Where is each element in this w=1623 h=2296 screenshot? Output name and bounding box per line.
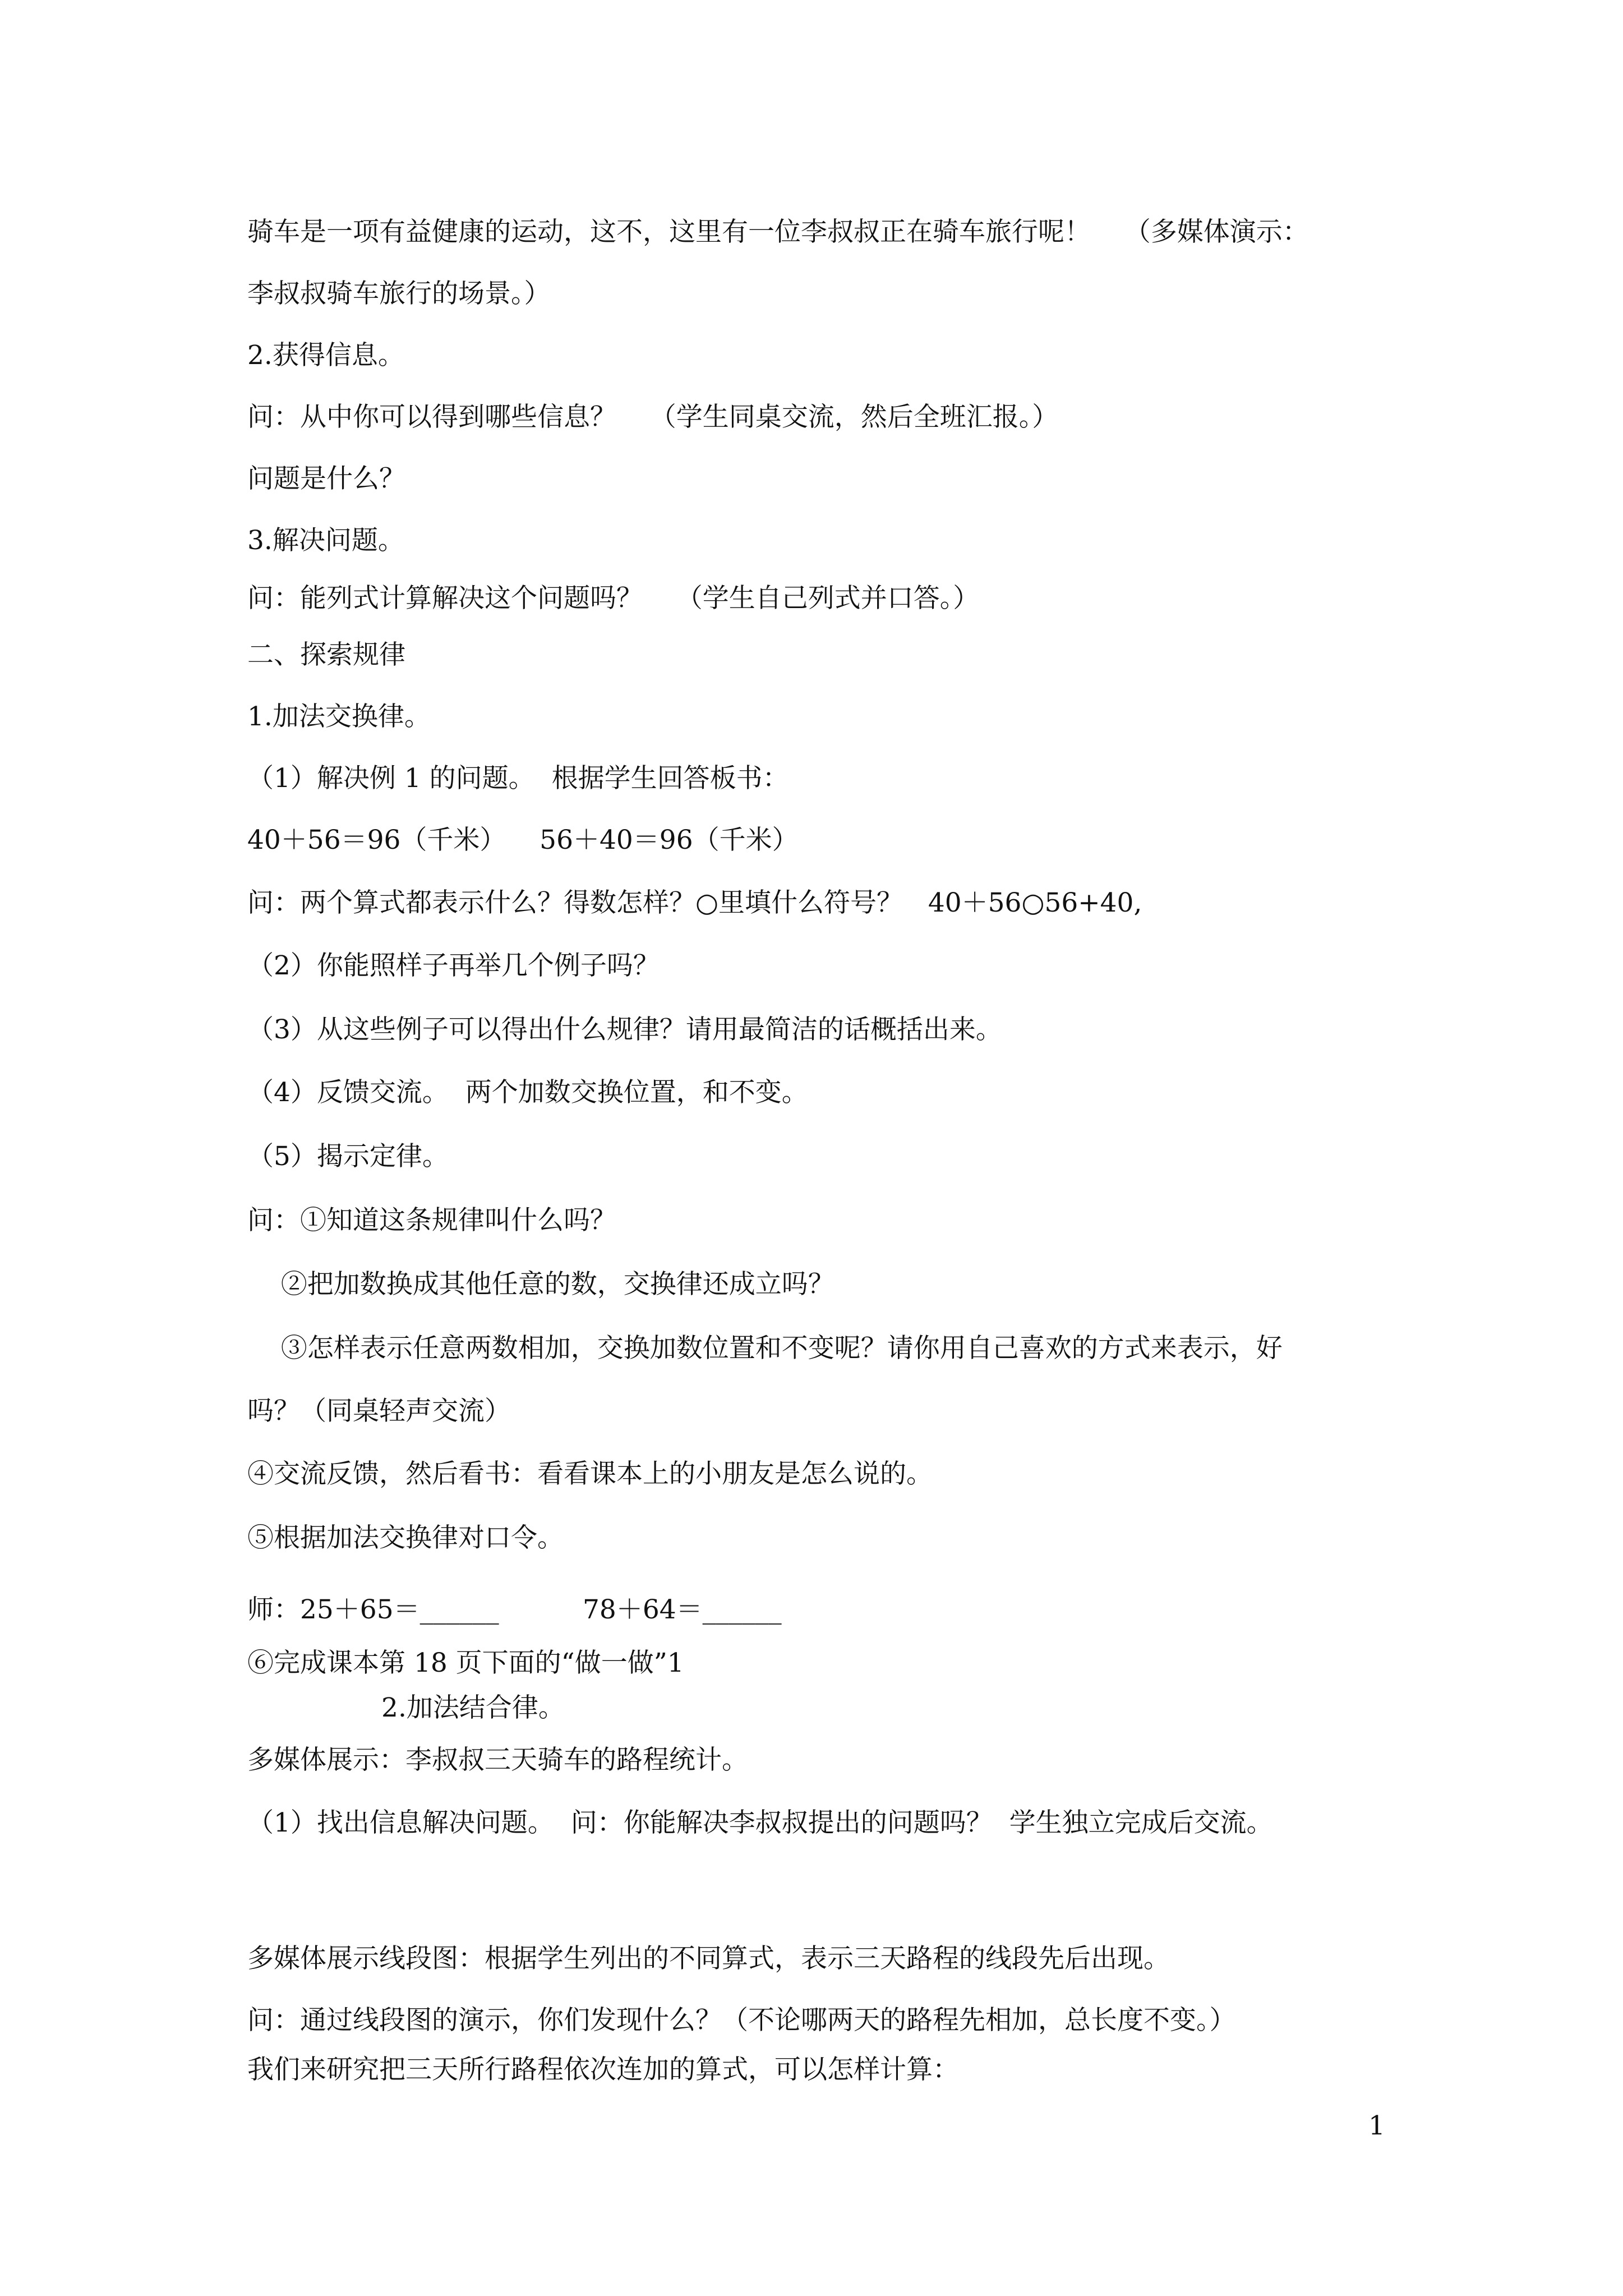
text-line: 吗？（同桌轻声交流） (247, 1396, 511, 1427)
subsection-heading: 1.加法交换律。 (247, 701, 431, 732)
text-line: 问：通过线段图的演示，你们发现什么？（不论哪两天的路程先相加，总长度不变。） (247, 2005, 1236, 2036)
text-line: （1）找出信息解决问题。 问：你能解决李叔叔提出的问题吗？ 学生独立完成后交流。 (247, 1807, 1273, 1838)
text-line: 问：①知道这条规律叫什么吗？ (247, 1205, 616, 1236)
text-line: 骑车是一项有益健康的运动，这不，这里有一位李叔叔正在骑车旅行呢！ （多媒体演示： (247, 217, 1309, 247)
text-line: 多媒体展示：李叔叔三天骑车的路程统计。 (247, 1745, 748, 1775)
page-number: 1 (1368, 2110, 1385, 2141)
text-line: ⑥完成课本第 18 页下面的“做一做”1 (247, 1648, 684, 1678)
text-line: （1）解决例 1 的问题。 根据学生回答板书： (247, 763, 789, 794)
text-line: 我们来研究把三天所行路程依次连加的算式，可以怎样计算： (247, 2054, 959, 2085)
equation-line: 40＋56＝96（千米） 56＋40＝96（千米） (247, 825, 799, 855)
text-line: 李叔叔骑车旅行的场景。） (247, 278, 551, 309)
text-line: ⑤根据加法交换律对口令。 (247, 1522, 564, 1553)
text-line: ④交流反馈，然后看书：看看课本上的小朋友是怎么说的。 (247, 1458, 933, 1489)
exercise-line: 师：25＋65＝______ 78＋64＝______ (247, 1594, 782, 1625)
text-line: 问：两个算式都表示什么？得数怎样？○里填什么符号？ 40＋56○56+40, (247, 887, 1142, 918)
text-line: （4）反馈交流。 两个加数交换位置，和不变。 (247, 1077, 808, 1108)
text-line: （2）你能照样子再举几个例子吗？ (247, 950, 660, 981)
text-line: 问：从中你可以得到哪些信息？ （学生同桌交流，然后全班汇报。） (247, 402, 1059, 432)
text-line: （5）揭示定律。 (247, 1141, 449, 1172)
text-line: 2.获得信息。 (247, 340, 404, 371)
text-line: ③怎样表示任意两数相加，交换加数位置和不变呢？请你用自己喜欢的方式来表示，好 (247, 1333, 1283, 1364)
text-line: 多媒体展示线段图：根据学生列出的不同算式，表示三天路程的线段先后出现。 (247, 1943, 1170, 1974)
text-line: 问题是什么？ (247, 463, 405, 494)
section-heading: 二、探索规律 (247, 639, 405, 670)
text-line: （3）从这些例子可以得出什么规律？请用最简洁的话概括出来。 (247, 1014, 1002, 1045)
subsection-heading: 2.加法结合律。 (247, 1692, 565, 1723)
text-line: ②把加数换成其他任意的数，交换律还成立吗？ (247, 1269, 834, 1300)
text-line: 问：能列式计算解决这个问题吗？ （学生自己列式并口答。） (247, 583, 980, 614)
text-line: 3.解决问题。 (247, 525, 404, 556)
